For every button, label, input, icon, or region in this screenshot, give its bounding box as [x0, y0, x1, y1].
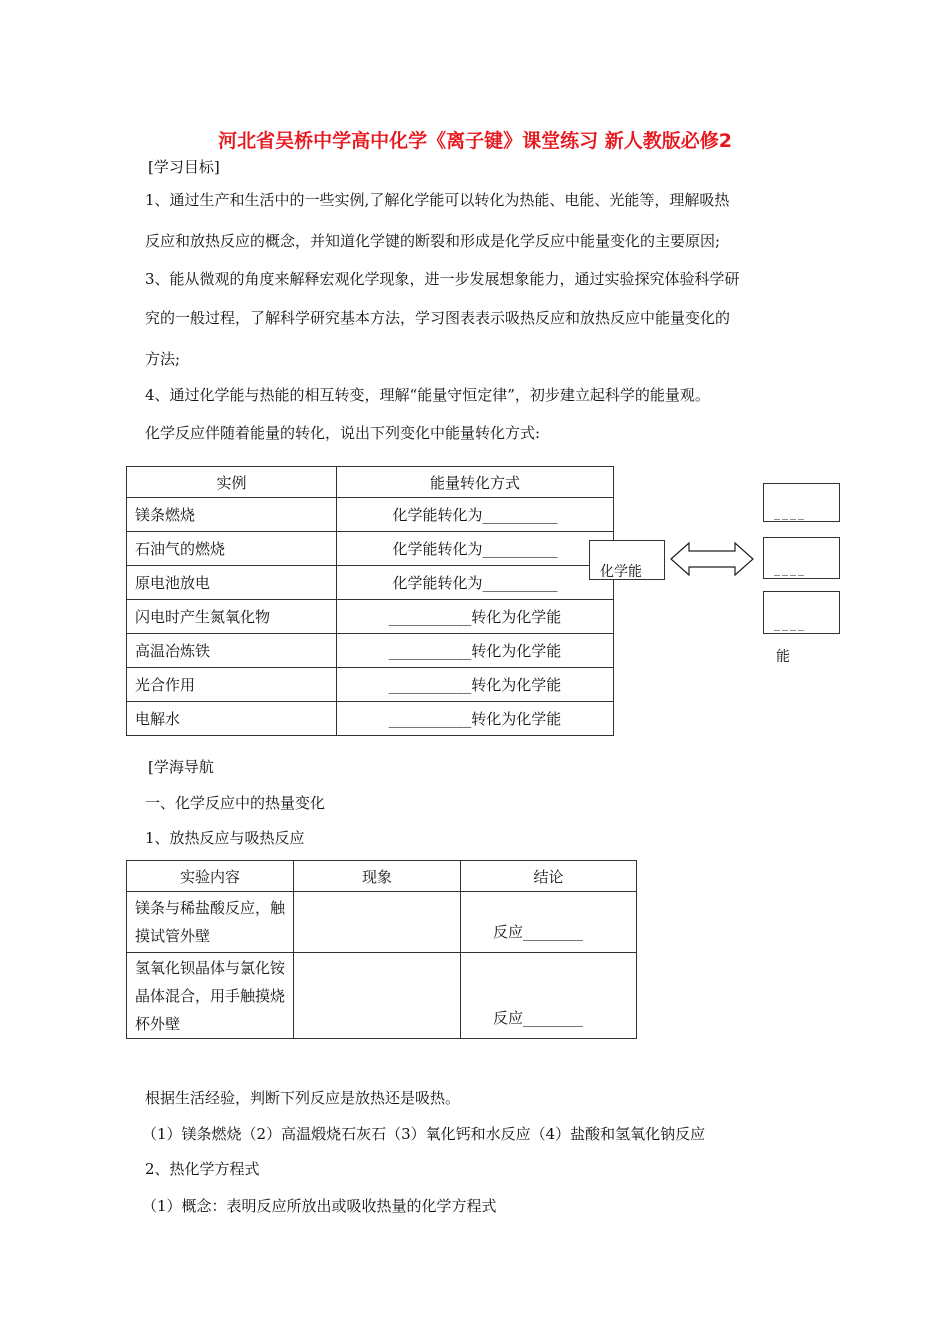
page-title: 河北省吴桥中学高中化学《离子键》课堂练习 新人教版必修2	[218, 130, 732, 152]
experiment-table	[126, 860, 637, 1039]
table-header-row	[127, 467, 614, 498]
table-row	[127, 634, 614, 668]
conversion-cell: ___________转化为化学能	[337, 668, 614, 702]
energy-intro: 化学反应伴随着能量的转化，说出下列变化中能量转化方式:	[145, 424, 541, 442]
experiment-content-cell: 氢氧化钡晶体与氯化铵晶体混合，用手触摸烧杯外壁	[127, 953, 294, 1039]
energy-suffix-label: 能	[776, 649, 790, 665]
goal-1-line-2: 反应和放热反应的概念，并知道化学键的断裂和形成是化学反应中能量变化的主要原因;	[145, 232, 721, 250]
example-cell: 镁条燃烧	[127, 498, 337, 532]
heading-heat-change: 一、化学反应中的热量变化	[145, 794, 326, 812]
reactions-list: （1）镁条燃烧（2）高温煅烧石灰石（3）氧化钙和水反应（4）盐酸和氢氧化钠反应	[142, 1125, 706, 1143]
phenomenon-cell	[294, 892, 461, 953]
table-row	[127, 892, 637, 953]
judge-text: 根据生活经验，判断下列反应是放热还是吸热。	[145, 1089, 461, 1107]
example-cell: 闪电时产生氮氧化物	[127, 600, 337, 634]
header-content: 实验内容	[127, 861, 294, 892]
energy-box-2	[763, 537, 840, 579]
conclusion-cell: 反应________	[461, 892, 637, 953]
conversion-cell: 化学能转化为__________	[337, 532, 614, 566]
concept-text: （1）概念：表明反应所放出或吸收热量的化学方程式	[142, 1197, 497, 1215]
header-conversion: 能量转化方式	[337, 467, 614, 498]
conversion-cell: ___________转化为化学能	[337, 702, 614, 736]
phenomenon-cell	[294, 953, 461, 1039]
chemical-energy-label: 化学能	[600, 564, 642, 580]
blank-line: ____	[774, 617, 806, 631]
table-row	[127, 600, 614, 634]
example-cell: 原电池放电	[127, 566, 337, 600]
double-arrow-icon	[670, 541, 754, 577]
table-row	[127, 668, 614, 702]
goal-4: 4、通过化学能与热能的相互转变，理解“能量守恒定律”，初步建立起科学的能量观。	[145, 386, 710, 404]
section-nav-label: [学海导航	[148, 758, 214, 776]
table-row	[127, 498, 614, 532]
example-cell: 石油气的燃烧	[127, 532, 337, 566]
goal-3-line-2: 究的一般过程，了解科学研究基本方法，学习图表表示吸热反应和放热反应中能量变化的	[145, 309, 731, 327]
heading-exo-endo: 1、放热反应与吸热反应	[145, 829, 305, 847]
energy-conversion-table	[126, 466, 614, 736]
heading-thermochemical: 2、热化学方程式	[145, 1160, 260, 1178]
header-example: 实例	[127, 467, 337, 498]
header-phenomenon: 现象	[294, 861, 461, 892]
conversion-cell: ___________转化为化学能	[337, 600, 614, 634]
conversion-cell: 化学能转化为__________	[337, 498, 614, 532]
section-goals-label: [学习目标]	[148, 158, 220, 176]
goal-3-line-3: 方法;	[145, 350, 181, 368]
conversion-cell: ___________转化为化学能	[337, 634, 614, 668]
table-row	[127, 702, 614, 736]
energy-box-1	[763, 483, 840, 522]
example-cell: 光合作用	[127, 668, 337, 702]
conversion-cell: 化学能转化为__________	[337, 566, 614, 600]
goal-1-line-1: 1、通过生产和生活中的一些实例,了解化学能可以转化为热能、电能、光能等，理解吸热	[145, 191, 730, 209]
table-header-row	[127, 861, 637, 892]
blank-line: ____	[774, 562, 806, 576]
blank-line: ____	[774, 506, 806, 520]
table-row	[127, 532, 614, 566]
energy-box-3	[763, 591, 840, 634]
goal-3-line-1: 3、能从微观的角度来解释宏观化学现象，进一步发展想象能力，通过实验探究体验科学研	[145, 270, 740, 288]
example-cell: 电解水	[127, 702, 337, 736]
table-row	[127, 566, 614, 600]
conclusion-cell: 反应________	[461, 953, 637, 1039]
chemical-energy-box	[589, 540, 665, 580]
header-conclusion: 结论	[461, 861, 637, 892]
table-row	[127, 953, 637, 1039]
experiment-content-cell: 镁条与稀盐酸反应，触摸试管外壁	[127, 892, 294, 953]
example-cell: 高温冶炼铁	[127, 634, 337, 668]
